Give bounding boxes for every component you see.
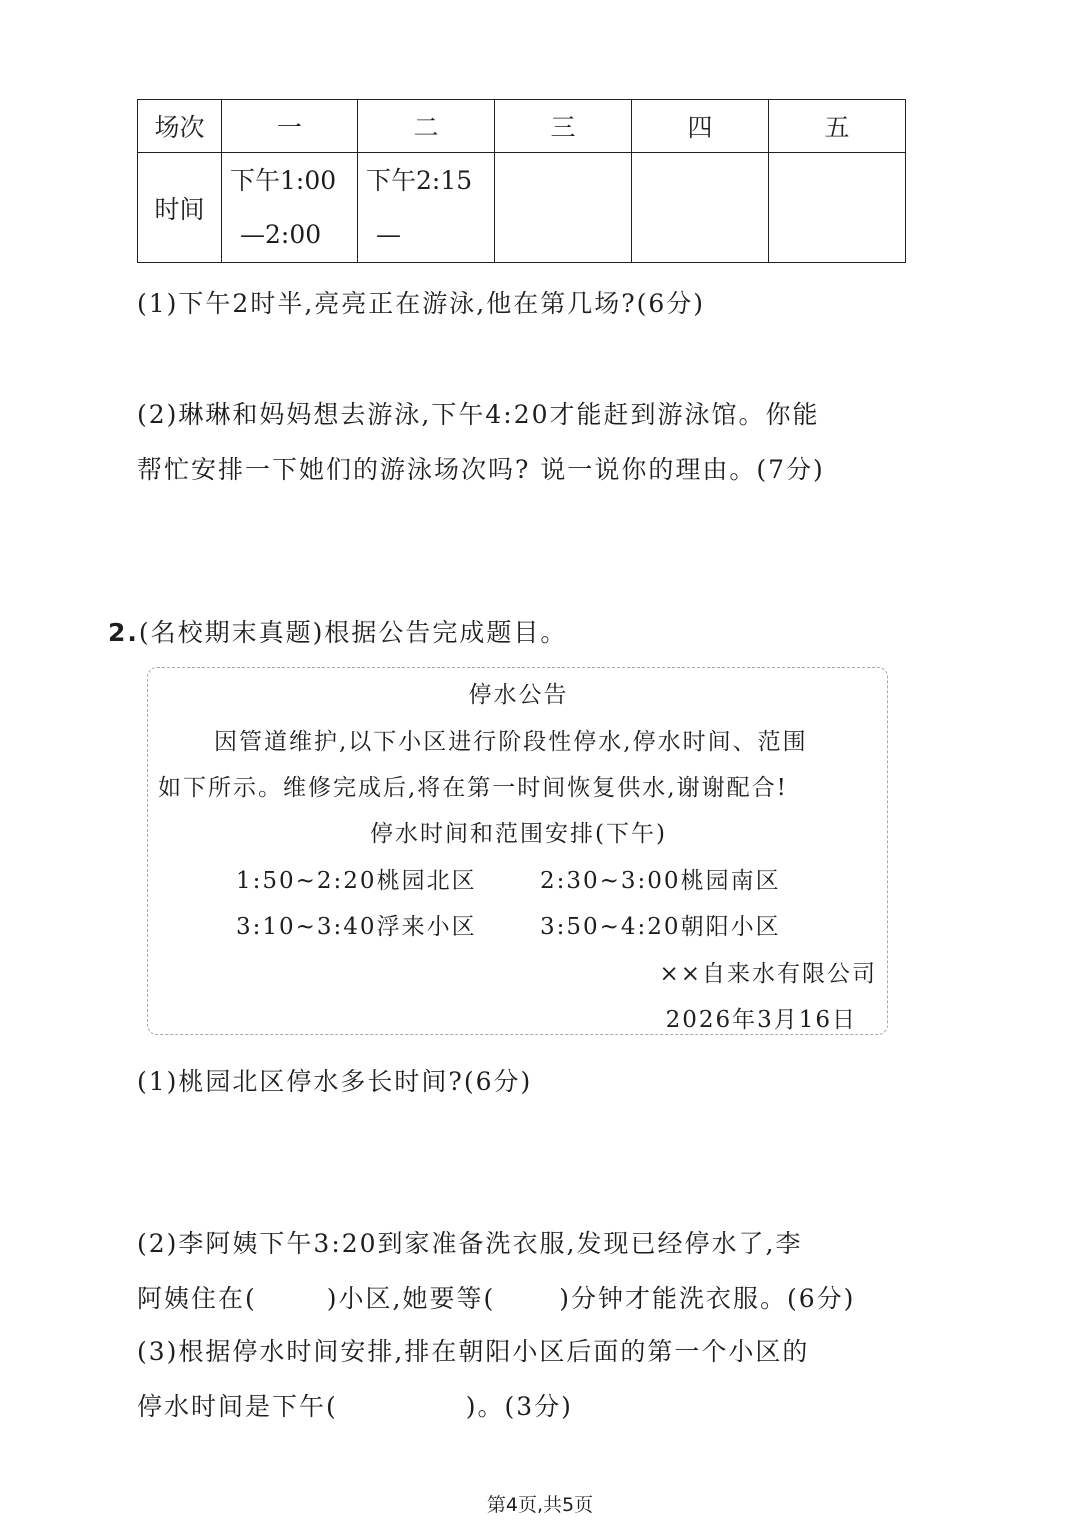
row-label-cell: 时间: [138, 153, 222, 263]
q2-part2-text-b: )小区,她要等(: [326, 1284, 496, 1313]
q2-part3-text-b: )。(3分): [465, 1392, 573, 1421]
session-1-time: [222, 153, 358, 263]
q2-part3-text-a: 停水时间是下午(: [137, 1392, 338, 1421]
swim-schedule-table: [137, 99, 906, 263]
notice-date: 2026年3月16日: [665, 1007, 857, 1033]
page-footer: 第4页,共5页: [486, 1494, 594, 1516]
q2-part1: (1)桃园北区停水多长时间?(6分): [137, 1067, 533, 1096]
session-4-header: 四: [632, 100, 769, 153]
notice-item-2: 2:30~3:00桃园南区: [540, 868, 781, 894]
notice-body-line2: 如下所示。维修完成后,将在第一时间恢复供水,谢谢配合!: [158, 775, 788, 801]
notice-item-4: 3:50~4:20朝阳小区: [540, 914, 781, 940]
notice-item-3: 3:10~3:40浮来小区: [236, 914, 477, 940]
table-header-row: [138, 100, 906, 153]
session-3-header: 三: [495, 100, 632, 153]
session-1-header: 一: [222, 100, 358, 153]
session-2-header: 二: [358, 100, 495, 153]
session-1-time-end: —2:00: [240, 219, 322, 249]
session-5-header: 五: [769, 100, 906, 153]
session-2-time-start: 下午2:15: [366, 165, 473, 195]
notice-schedule-heading: 停水时间和范围安排(下午): [370, 821, 667, 847]
water-outage-notice: [147, 667, 888, 1035]
table-time-row: [138, 153, 906, 263]
q1-part1: (1)下午2时半,亮亮正在游泳,他在第几场?(6分): [137, 289, 706, 318]
notice-item-1: 1:50~2:20桃园北区: [236, 868, 477, 894]
notice-heading: 停水公告: [468, 682, 569, 708]
session-2-time-end: —: [376, 219, 401, 249]
q1-part2-line1: (2)琳琳和妈妈想去游泳,下午4:20才能赶到游泳馆。你能: [137, 400, 820, 429]
q2-number: 2.: [108, 618, 139, 647]
session-3-time[interactable]: [495, 153, 632, 263]
notice-body-line1: 因管道维护,以下小区进行阶段性停水,停水时间、范围: [214, 729, 808, 755]
session-5-time[interactable]: [769, 153, 906, 263]
q1-part2-line2: 帮忙安排一下她们的游泳场次吗? 说一说你的理由。(7分): [137, 455, 825, 484]
header-label-cell: 场次: [138, 100, 222, 153]
session-4-time[interactable]: [632, 153, 769, 263]
q2-heading: [108, 613, 567, 649]
q2-part2-line1: (2)李阿姨下午3:20到家准备洗衣服,发现已经停水了,李: [137, 1229, 803, 1258]
q2-part2-line2: [137, 1279, 855, 1315]
q2-part3-line1: (3)根据停水时间安排,排在朝阳小区后面的第一个小区的: [137, 1337, 810, 1366]
q2-title: (名校期末真题)根据公告完成题目。: [138, 618, 568, 647]
session-1-time-start: 下午1:00: [230, 165, 337, 195]
session-2-time: [358, 153, 495, 263]
notice-company: ××自来水有限公司: [659, 961, 877, 987]
q2-part3-line2: [137, 1387, 573, 1423]
q2-part2-text-a: 阿姨住在(: [137, 1284, 257, 1313]
q2-part2-text-c: )分钟才能洗衣服。(6分): [559, 1284, 856, 1313]
